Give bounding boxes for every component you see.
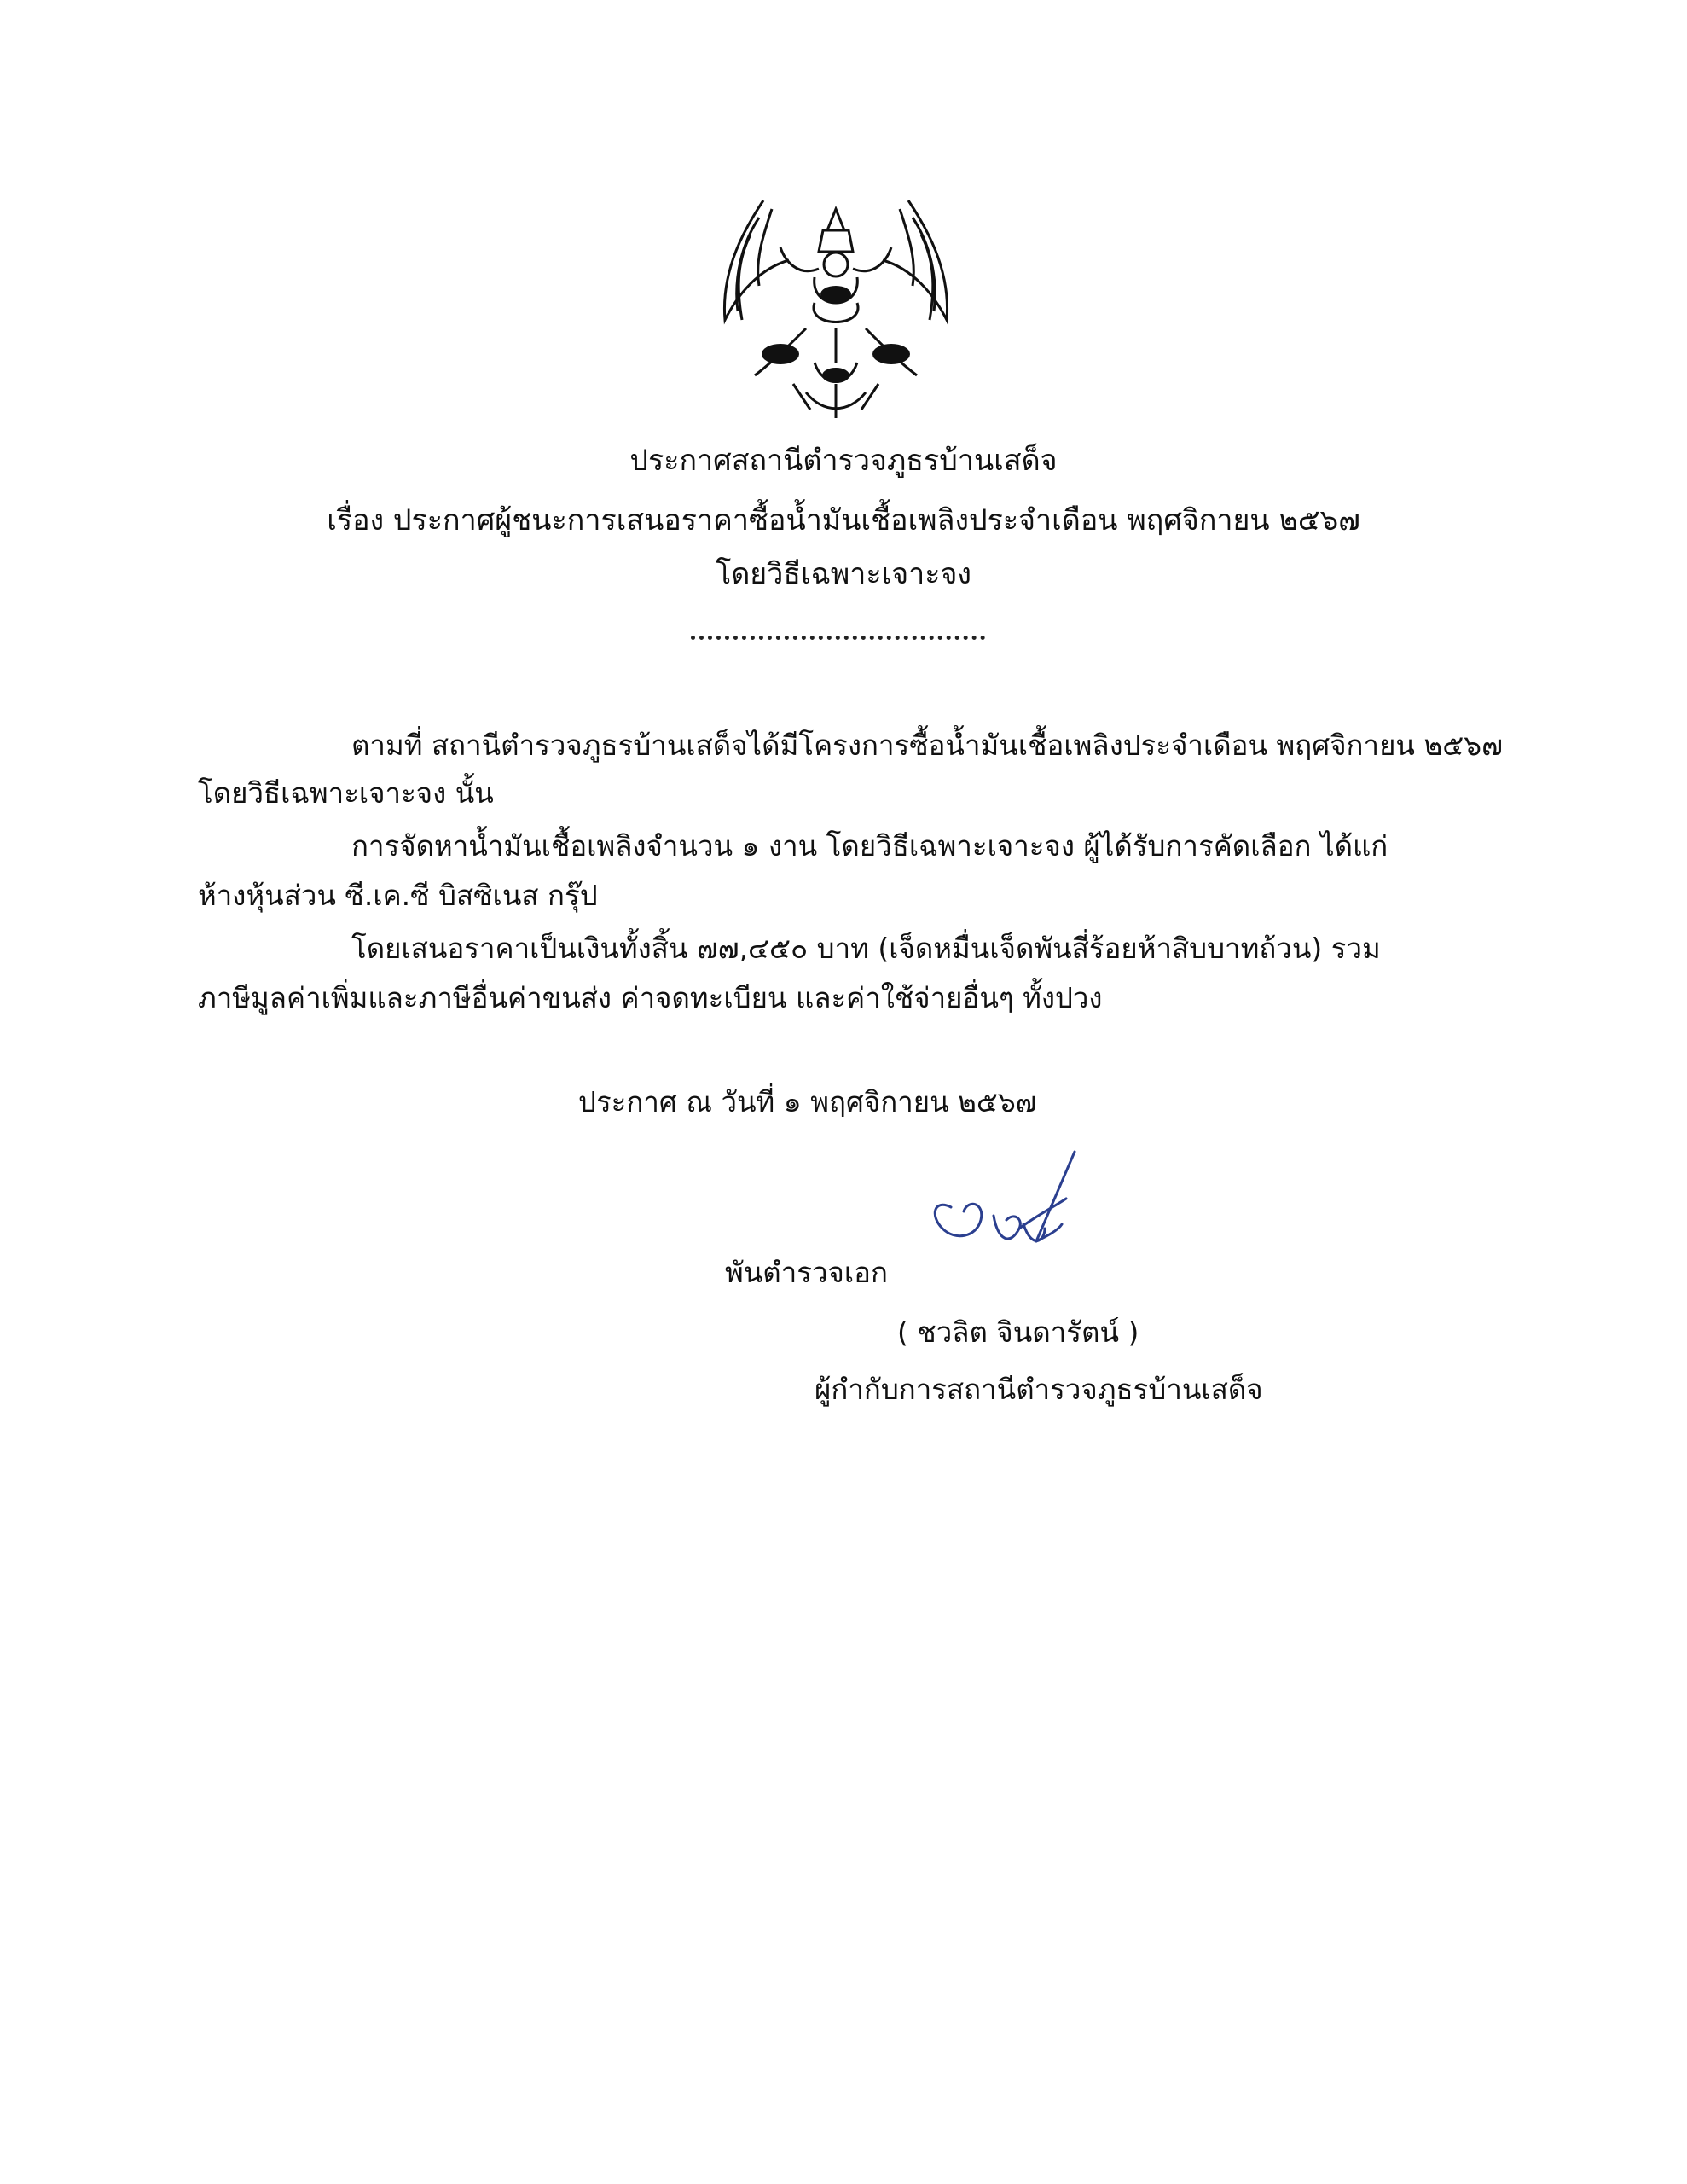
signatory-rank: พันตำรวจเอก	[725, 1256, 888, 1289]
signatory-name: ( ชวลิต จินดารัตน์ )	[897, 1316, 1139, 1349]
announcement-date: ประกาศ ณ วันที่ ๑ พฤศจิกายน ๒๕๖๗	[578, 1085, 1037, 1118]
garuda-emblem-icon	[712, 192, 959, 422]
paragraph-3-line-2: ภาษีมูลค่าเพิ่มและภาษีอื่นค่าขนส่ง ค่าจดทะเบียน และค่าใช้จ่ายอื่นๆ ทั้งปวง	[198, 981, 1103, 1014]
document-method: โดยวิธีเฉพาะเจาะจง	[715, 557, 972, 591]
dotted-divider	[691, 627, 985, 640]
paragraph-1-line-2: โดยวิธีเฉพาะเจาะจง นั้น	[198, 776, 494, 810]
paragraph-2-line-2: ห้างหุ้นส่วน ซี.เค.ซี บิสซิเนส กรุ๊ป	[198, 879, 598, 912]
signatory-position: ผู้กำกับการสถานีตำรวจภูธรบ้านเสด็จ	[815, 1373, 1263, 1406]
document-subject: เรื่อง ประกาศผู้ชนะการเสนอราคาซื้อน้ำมันเชื้อเพลิงประจำเดือน พฤศจิกายน ๒๕๖๗	[327, 503, 1360, 537]
paragraph-2-line-1: การจัดหาน้ำมันเชื้อเพลิงจำนวน ๑ งาน โดยวิธีเฉพาะเจาะจง ผู้ได้รับการคัดเลือก ได้แก่	[351, 829, 1388, 863]
handwritten-signature	[917, 1147, 1087, 1275]
document-title: ประกาศสถานีตำรวจภูธรบ้านเสด็จ	[629, 444, 1058, 478]
paragraph-1-line-1: ตามที่ สถานีตำรวจภูธรบ้านเสด็จได้มีโครงการซื้อน้ำมันเชื้อเพลิงประจำเดือน พฤศจิกายน ๒๕๖๗	[351, 729, 1503, 762]
paragraph-3-line-1: โดยเสนอราคาเป็นเงินทั้งสิ้น ๗๗,๔๕๐ บาท (เจ็ดหมื่นเจ็ดพันสี่ร้อยห้าสิบบาทถ้วน) รวม	[351, 932, 1381, 965]
